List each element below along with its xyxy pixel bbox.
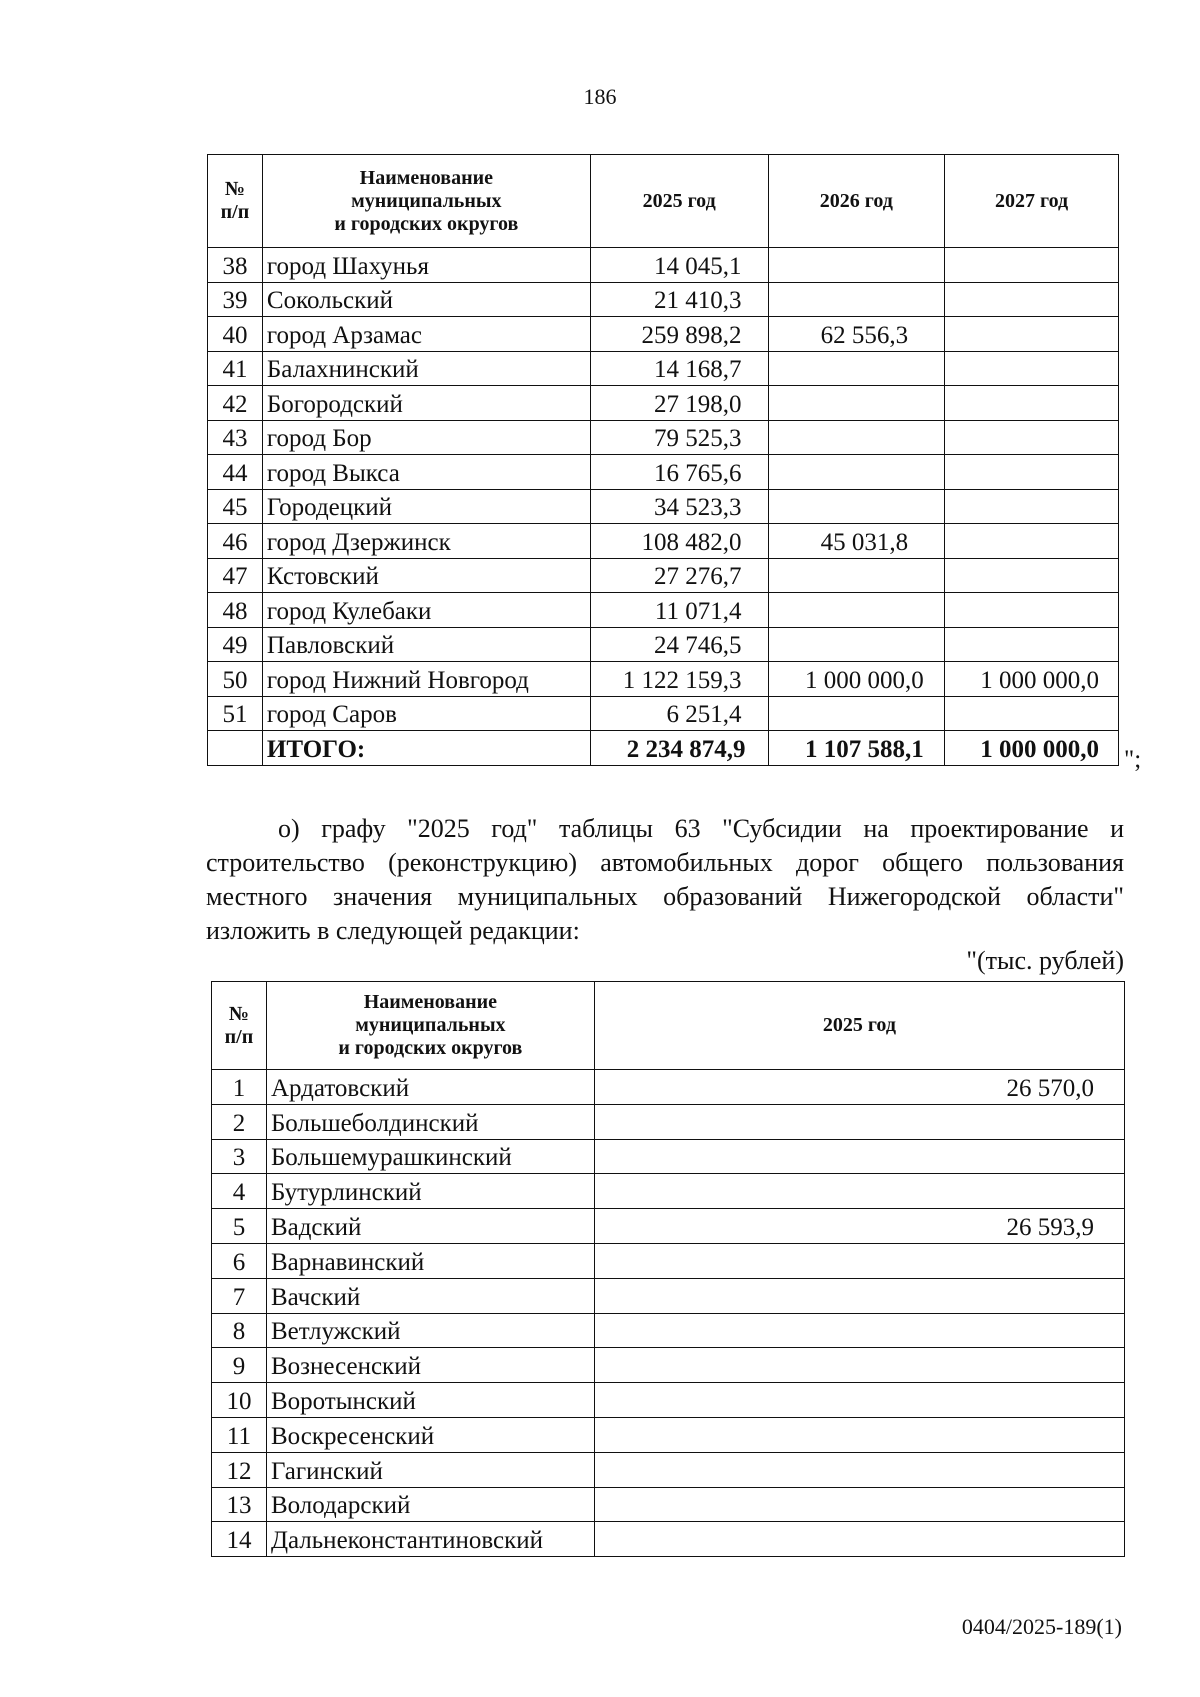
amendment-paragraph bbox=[206, 812, 1124, 948]
value-2025 bbox=[594, 1243, 1124, 1278]
table-row bbox=[208, 696, 1119, 731]
municipality-name: Большеболдинский bbox=[266, 1104, 594, 1139]
header-row-number: № п/п bbox=[212, 982, 267, 1070]
value-2026: 62 556,3 bbox=[768, 317, 945, 352]
header-municipality-name: Наименование муниципальных и городских округов bbox=[266, 982, 594, 1070]
table-row bbox=[208, 558, 1119, 593]
value-2025: 14 045,1 bbox=[590, 248, 768, 283]
value-2026 bbox=[768, 627, 945, 662]
total-row-number bbox=[208, 731, 263, 766]
table-row bbox=[212, 1243, 1125, 1278]
value-2025: 16 765,6 bbox=[590, 455, 768, 490]
value-2027 bbox=[945, 248, 1119, 283]
header-row-number: № п/п bbox=[208, 155, 263, 248]
header-municipality-name: Наименование муниципальных и городских округов bbox=[262, 155, 590, 248]
municipality-name: Вачский bbox=[266, 1278, 594, 1313]
municipality-name: Ардатовский bbox=[266, 1070, 594, 1105]
table-row bbox=[208, 282, 1119, 317]
municipality-name: Варнавинский bbox=[266, 1243, 594, 1278]
municipality-name: Большемурашкинский bbox=[266, 1139, 594, 1174]
row-number: 39 bbox=[208, 282, 263, 317]
row-number: 1 bbox=[212, 1070, 267, 1105]
municipality-name: город Саров bbox=[262, 696, 590, 731]
row-number: 4 bbox=[212, 1174, 267, 1209]
municipality-name: Гагинский bbox=[266, 1452, 594, 1487]
row-number: 6 bbox=[212, 1243, 267, 1278]
value-2026 bbox=[768, 351, 945, 386]
municipality-name: Сокольский bbox=[262, 282, 590, 317]
value-2027 bbox=[945, 558, 1119, 593]
road-subsidy-table-63 bbox=[211, 981, 1125, 1557]
header-year-2027: 2027 год bbox=[945, 155, 1119, 248]
municipality-name: Володарский bbox=[266, 1487, 594, 1522]
value-2027 bbox=[945, 386, 1119, 421]
value-2026 bbox=[768, 593, 945, 628]
table-row bbox=[212, 1070, 1125, 1105]
row-number: 38 bbox=[208, 248, 263, 283]
municipality-name: город Дзержинск bbox=[262, 524, 590, 559]
row-number: 14 bbox=[212, 1522, 267, 1557]
unit-note: "(тыс. рублей) bbox=[966, 946, 1124, 975]
value-2026 bbox=[768, 489, 945, 524]
table-row bbox=[212, 1278, 1125, 1313]
municipality-name: Кстовский bbox=[262, 558, 590, 593]
municipality-name: город Нижний Новгород bbox=[262, 662, 590, 697]
row-number: 51 bbox=[208, 696, 263, 731]
header-year-2026: 2026 год bbox=[768, 155, 945, 248]
table-row bbox=[212, 1348, 1125, 1383]
value-2025: 108 482,0 bbox=[590, 524, 768, 559]
row-number: 40 bbox=[208, 317, 263, 352]
table-row bbox=[208, 489, 1119, 524]
value-2026 bbox=[768, 386, 945, 421]
total-2027: 1 000 000,0 bbox=[945, 731, 1119, 766]
row-number: 45 bbox=[208, 489, 263, 524]
municipality-name: Вадский bbox=[266, 1209, 594, 1244]
value-2027 bbox=[945, 282, 1119, 317]
value-2027 bbox=[945, 420, 1119, 455]
table-row bbox=[212, 1522, 1125, 1557]
value-2025 bbox=[594, 1417, 1124, 1452]
header-year-2025: 2025 год bbox=[594, 982, 1124, 1070]
row-number: 12 bbox=[212, 1452, 267, 1487]
row-number: 3 bbox=[212, 1139, 267, 1174]
row-number: 9 bbox=[212, 1348, 267, 1383]
value-2025 bbox=[594, 1139, 1124, 1174]
row-number: 48 bbox=[208, 593, 263, 628]
value-2026: 1 000 000,0 bbox=[768, 662, 945, 697]
table-row bbox=[212, 1104, 1125, 1139]
value-2025: 11 071,4 bbox=[590, 593, 768, 628]
value-2025 bbox=[594, 1487, 1124, 1522]
value-2025: 259 898,2 bbox=[590, 317, 768, 352]
value-2027 bbox=[945, 489, 1119, 524]
value-2027 bbox=[945, 524, 1119, 559]
municipality-name: Богородский bbox=[262, 386, 590, 421]
value-2027: 1 000 000,0 bbox=[945, 662, 1119, 697]
table-row bbox=[212, 1417, 1125, 1452]
value-2025 bbox=[594, 1348, 1124, 1383]
value-2027 bbox=[945, 455, 1119, 490]
row-number: 41 bbox=[208, 351, 263, 386]
header-year-2025: 2025 год bbox=[590, 155, 768, 248]
municipality-name: Дальнеконстантиновский bbox=[266, 1522, 594, 1557]
table-row bbox=[212, 1383, 1125, 1418]
municipality-name: Воротынский bbox=[266, 1383, 594, 1418]
value-2025 bbox=[594, 1522, 1124, 1557]
row-number: 50 bbox=[208, 662, 263, 697]
row-number: 49 bbox=[208, 627, 263, 662]
document-code: 0404/2025-189(1) bbox=[961, 1614, 1122, 1639]
table-row bbox=[208, 455, 1119, 490]
value-2027 bbox=[945, 351, 1119, 386]
table-row bbox=[212, 1452, 1125, 1487]
municipality-name: Воскресенский bbox=[266, 1417, 594, 1452]
table-row bbox=[208, 627, 1119, 662]
page-number: 186 bbox=[583, 84, 617, 109]
table-row bbox=[212, 1174, 1125, 1209]
value-2026 bbox=[768, 558, 945, 593]
municipality-name: город Бор bbox=[262, 420, 590, 455]
table-row bbox=[208, 248, 1119, 283]
value-2026 bbox=[768, 696, 945, 731]
municipality-name: Павловский bbox=[262, 627, 590, 662]
value-2025: 1 122 159,3 bbox=[590, 662, 768, 697]
row-number: 5 bbox=[212, 1209, 267, 1244]
value-2025: 6 251,4 bbox=[590, 696, 768, 731]
table-row bbox=[208, 351, 1119, 386]
total-row bbox=[208, 731, 1119, 766]
row-number: 42 bbox=[208, 386, 263, 421]
row-number: 11 bbox=[212, 1417, 267, 1452]
municipality-name: город Арзамас bbox=[262, 317, 590, 352]
row-number: 46 bbox=[208, 524, 263, 559]
value-2027 bbox=[945, 593, 1119, 628]
table-row bbox=[208, 317, 1119, 352]
table-row bbox=[208, 662, 1119, 697]
value-2025 bbox=[594, 1278, 1124, 1313]
value-2027 bbox=[945, 696, 1119, 731]
row-number: 2 bbox=[212, 1104, 267, 1139]
value-2026 bbox=[768, 282, 945, 317]
value-2026 bbox=[768, 455, 945, 490]
value-2025: 14 168,7 bbox=[590, 351, 768, 386]
table-row bbox=[212, 1139, 1125, 1174]
table-row bbox=[208, 386, 1119, 421]
value-2025 bbox=[594, 1104, 1124, 1139]
row-number: 44 bbox=[208, 455, 263, 490]
value-2025: 27 276,7 bbox=[590, 558, 768, 593]
row-number: 43 bbox=[208, 420, 263, 455]
value-2025 bbox=[594, 1174, 1124, 1209]
value-2025 bbox=[594, 1452, 1124, 1487]
municipality-name: город Выкса bbox=[262, 455, 590, 490]
table-row bbox=[208, 593, 1119, 628]
row-number: 10 bbox=[212, 1383, 267, 1418]
municipality-name: Городецкий bbox=[262, 489, 590, 524]
row-number: 13 bbox=[212, 1487, 267, 1522]
municipality-name: Балахнинский bbox=[262, 351, 590, 386]
value-2027 bbox=[945, 317, 1119, 352]
value-2025: 79 525,3 bbox=[590, 420, 768, 455]
row-number: 7 bbox=[212, 1278, 267, 1313]
row-number: 47 bbox=[208, 558, 263, 593]
row-number: 8 bbox=[212, 1313, 267, 1348]
municipality-name: Вознесенский bbox=[266, 1348, 594, 1383]
value-2026 bbox=[768, 420, 945, 455]
table-row bbox=[212, 1313, 1125, 1348]
municipality-name: город Кулебаки bbox=[262, 593, 590, 628]
value-2025: 21 410,3 bbox=[590, 282, 768, 317]
total-2026: 1 107 588,1 bbox=[768, 731, 945, 766]
total-2025: 2 234 874,9 bbox=[590, 731, 768, 766]
total-label: ИТОГО: bbox=[262, 731, 590, 766]
value-2025 bbox=[594, 1313, 1124, 1348]
municipality-name: Бутурлинский bbox=[266, 1174, 594, 1209]
quote-closing-mark: "; bbox=[1124, 746, 1142, 773]
table-row bbox=[208, 420, 1119, 455]
table-row bbox=[208, 524, 1119, 559]
municipality-name: город Шахунья bbox=[262, 248, 590, 283]
value-2025: 26 593,9 bbox=[594, 1209, 1124, 1244]
value-2025 bbox=[594, 1383, 1124, 1418]
table-row bbox=[212, 1209, 1125, 1244]
value-2025: 27 198,0 bbox=[590, 386, 768, 421]
subsidy-table-continuation bbox=[207, 154, 1119, 766]
table-row bbox=[212, 1487, 1125, 1522]
value-2025: 24 746,5 bbox=[590, 627, 768, 662]
municipality-name: Ветлужский bbox=[266, 1313, 594, 1348]
value-2026: 45 031,8 bbox=[768, 524, 945, 559]
value-2025: 26 570,0 bbox=[594, 1070, 1124, 1105]
value-2026 bbox=[768, 248, 945, 283]
value-2025: 34 523,3 bbox=[590, 489, 768, 524]
value-2027 bbox=[945, 627, 1119, 662]
amendment-text: о) графу "2025 год" таблицы 63 "Субсидии на проектирование и строительство (реконструкцию) автомобильных дорог общего пользования местного значения муниципальных образований Нижегородской области" изложить в следующей редакции: bbox=[206, 814, 1124, 945]
